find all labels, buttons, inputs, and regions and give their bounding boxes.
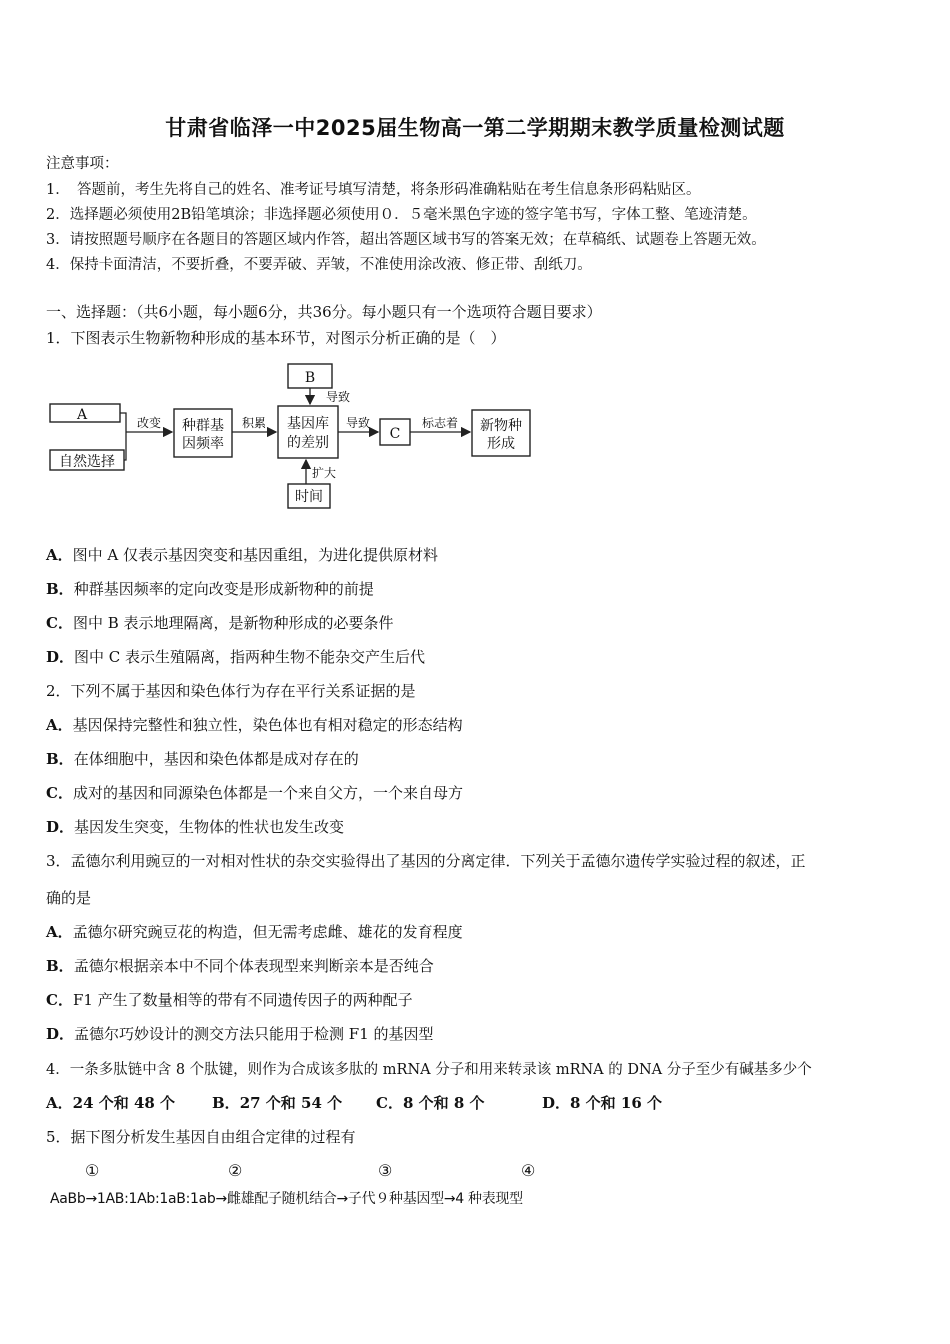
label-a: A: [76, 407, 88, 423]
label-b: B: [304, 370, 316, 386]
q1-option-c[interactable]: C．图中 B 表示地理隔离，是新物种形成的必要条件: [46, 614, 394, 632]
q5-process-flow: AaBb→1AB:1Ab:1aB:1ab→雌雄配子随机结合→子代９种基因型→4 种表现型: [50, 1191, 523, 1207]
q2-option-b[interactable]: B．在体细胞中，基因和染色体都是成对存在的: [46, 750, 359, 768]
label-cause-top: 导致: [326, 390, 351, 404]
q3-stem: 3．孟德尔利用豌豆的一对相对性状的杂交实验得出了基因的分离定律．下列关于孟德尔遗传学实验过程的叙述，正: [46, 852, 806, 870]
q1-stem: 1．下图表示生物新物种形成的基本环节，对图示分析正确的是（ ）: [46, 329, 506, 347]
speciation-diagram: [44, 360, 544, 512]
notice-item-1: 1． 答题前，考生先将自己的姓名、准考证号填写清楚，将条形码准确粘贴在考生信息条形码粘贴区。: [46, 182, 701, 198]
page-title: 甘肃省临泽一中2025届生物高一第二学期期末教学质量检测试题: [165, 116, 785, 140]
label-natural-selection: 自然选择: [59, 454, 115, 470]
q5-marker-1: ①: [85, 1161, 100, 1180]
label-new-species-2: 形成: [487, 436, 515, 452]
label-freq-1: 种群基: [182, 418, 224, 434]
q5-marker-4: ④: [521, 1161, 536, 1180]
label-expand: 扩大: [312, 466, 337, 480]
q3-stem-continued: 确的是: [46, 889, 92, 907]
label-cause-right: 导致: [345, 416, 371, 430]
label-change: 改变: [136, 416, 162, 430]
q5-stem: 5．据下图分析发生基因自由组合定律的过程有: [46, 1128, 356, 1146]
q4-option-c[interactable]: C．8 个和 8 个: [376, 1094, 485, 1112]
q3-option-b[interactable]: B．孟德尔根据亲本中不同个体表现型来判断亲本是否纯合: [46, 957, 434, 975]
q5-marker-2: ②: [228, 1161, 243, 1180]
label-time: 时间: [295, 489, 323, 505]
q2-option-a[interactable]: A．基因保持完整性和独立性，染色体也有相对稳定的形态结构: [46, 716, 463, 734]
q3-option-a[interactable]: A．孟德尔研究豌豆花的构造，但无需考虑雌、雄花的发育程度: [46, 923, 463, 941]
label-c: C: [389, 426, 401, 442]
q5-marker-3: ③: [378, 1161, 393, 1180]
q3-option-d[interactable]: D．孟德尔巧妙设计的测交方法只能用于检测 F1 的基因型: [46, 1025, 434, 1043]
q3-option-c[interactable]: C．F1 产生了数量相等的带有不同遗传因子的两种配子: [46, 991, 413, 1009]
notice-heading: 注意事项：: [46, 156, 119, 172]
label-accumulate: 积累: [241, 416, 267, 430]
notice-item-2: 2．选择题必须使用2B铅笔填涂；非选择题必须使用０．５毫米黑色字迹的签字笔书写，字体工整、笔迹清楚。: [46, 207, 757, 223]
q4-option-a[interactable]: A．24 个和 48 个: [46, 1094, 176, 1112]
label-marks: 标志着: [421, 416, 459, 430]
label-new-species-1: 新物种: [480, 418, 522, 434]
q2-option-c[interactable]: C．成对的基因和同源染色体都是一个来自父方，一个来自母方: [46, 784, 463, 802]
q1-option-d[interactable]: D．图中 C 表示生殖隔离，指两种生物不能杂交产生后代: [46, 648, 426, 666]
notice-item-3: 3．请按照题号顺序在各题目的答题区域内作答，超出答题区域书写的答案无效；在草稿纸、试题卷上答题无效。: [46, 232, 766, 248]
q4-option-b[interactable]: B．27 个和 54 个: [212, 1094, 343, 1112]
q2-option-d[interactable]: D．基因发生突变，生物体的性状也发生改变: [46, 818, 345, 836]
label-gene-pool-1: 基因库: [287, 416, 329, 432]
q4-option-d[interactable]: D．8 个和 16 个: [542, 1094, 662, 1112]
q4-stem: 4．一条多肽链中含 8 个肽键，则作为合成该多肽的 mRNA 分子和用来转录该 mRNA 的 DNA 分子至少有碱基多少个: [46, 1062, 812, 1078]
q1-option-a[interactable]: A．图中 A 仅表示基因突变和基因重组，为进化提供原材料: [46, 546, 439, 564]
label-freq-2: 因频率: [182, 436, 224, 452]
notice-item-4: 4．保持卡面清洁，不要折叠，不要弄破、弄皱，不准使用涂改液、修正带、刮纸刀。: [46, 257, 592, 273]
label-gene-pool-2: 的差别: [287, 435, 329, 451]
q1-option-b[interactable]: B．种群基因频率的定向改变是形成新物种的前提: [46, 580, 374, 598]
q2-stem: 2．下列不属于基因和染色体行为存在平行关系证据的是: [46, 682, 416, 700]
section-heading: 一、选择题：（共6小题，每小题6分，共36分。每小题只有一个选项符合题目要求）: [46, 303, 602, 321]
